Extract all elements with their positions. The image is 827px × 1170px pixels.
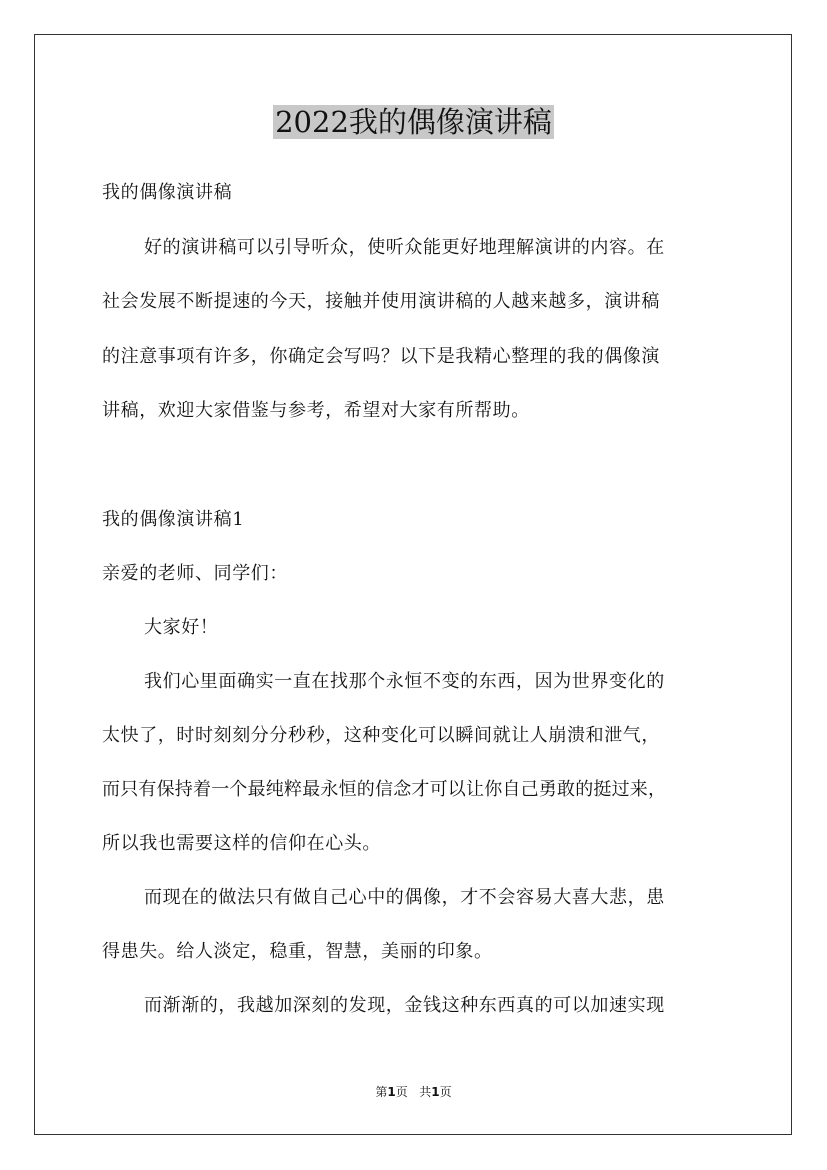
page-footer <box>0 1084 827 1100</box>
salutation: 亲爱的老师、同学们： <box>102 563 288 584</box>
document-title-wrap <box>0 102 827 142</box>
footer-page-mid: 页 共 <box>395 1085 432 1099</box>
footer-page-prefix: 第 <box>375 1085 388 1099</box>
intro-line: 社会发展不断提速的今天，接触并使用演讲稿的人越来越多，演讲稿 <box>102 291 660 312</box>
body-line: 得患失。给人淡定，稳重，智慧，美丽的印象。 <box>102 941 493 962</box>
body-line: 而渐渐的，我越加深刻的发现，金钱这种东西真的可以加速实现 <box>144 995 665 1016</box>
body-line: 我们心里面确实一直在找那个永恒不变的东西，因为世界变化的 <box>144 671 665 692</box>
body-line: 所以我也需要这样的信仰在心头。 <box>102 833 381 854</box>
footer-page-suffix: 页 <box>439 1085 452 1099</box>
intro-line: 的注意事项有许多，你确定会写吗？以下是我精心整理的我的偶像演 <box>102 346 660 367</box>
document-title: 2022我的偶像演讲稿 <box>275 105 552 139</box>
body-line: 而只有保持着一个最纯粹最永恒的信念才可以让你自己勇敢的挺过来， <box>102 779 667 800</box>
footer-page-current: 1 <box>387 1085 396 1099</box>
footer-page-total: 1 <box>431 1085 440 1099</box>
subtitle: 我的偶像演讲稿 <box>102 182 233 203</box>
body-line: 太快了，时时刻刻分分秒秒，这种变化可以瞬间就让人崩溃和泄气， <box>102 725 660 746</box>
intro-line: 讲稿，欢迎大家借鉴与参考，希望对大家有所帮助。 <box>102 400 530 421</box>
body-line: 而现在的做法只有做自己心中的偶像，才不会容易大喜大悲，患 <box>144 887 665 908</box>
greeting: 大家好！ <box>144 617 219 638</box>
intro-line: 好的演讲稿可以引导听众，使听众能更好地理解演讲的内容。在 <box>144 237 665 258</box>
section-heading: 我的偶像演讲稿1 <box>102 509 245 530</box>
